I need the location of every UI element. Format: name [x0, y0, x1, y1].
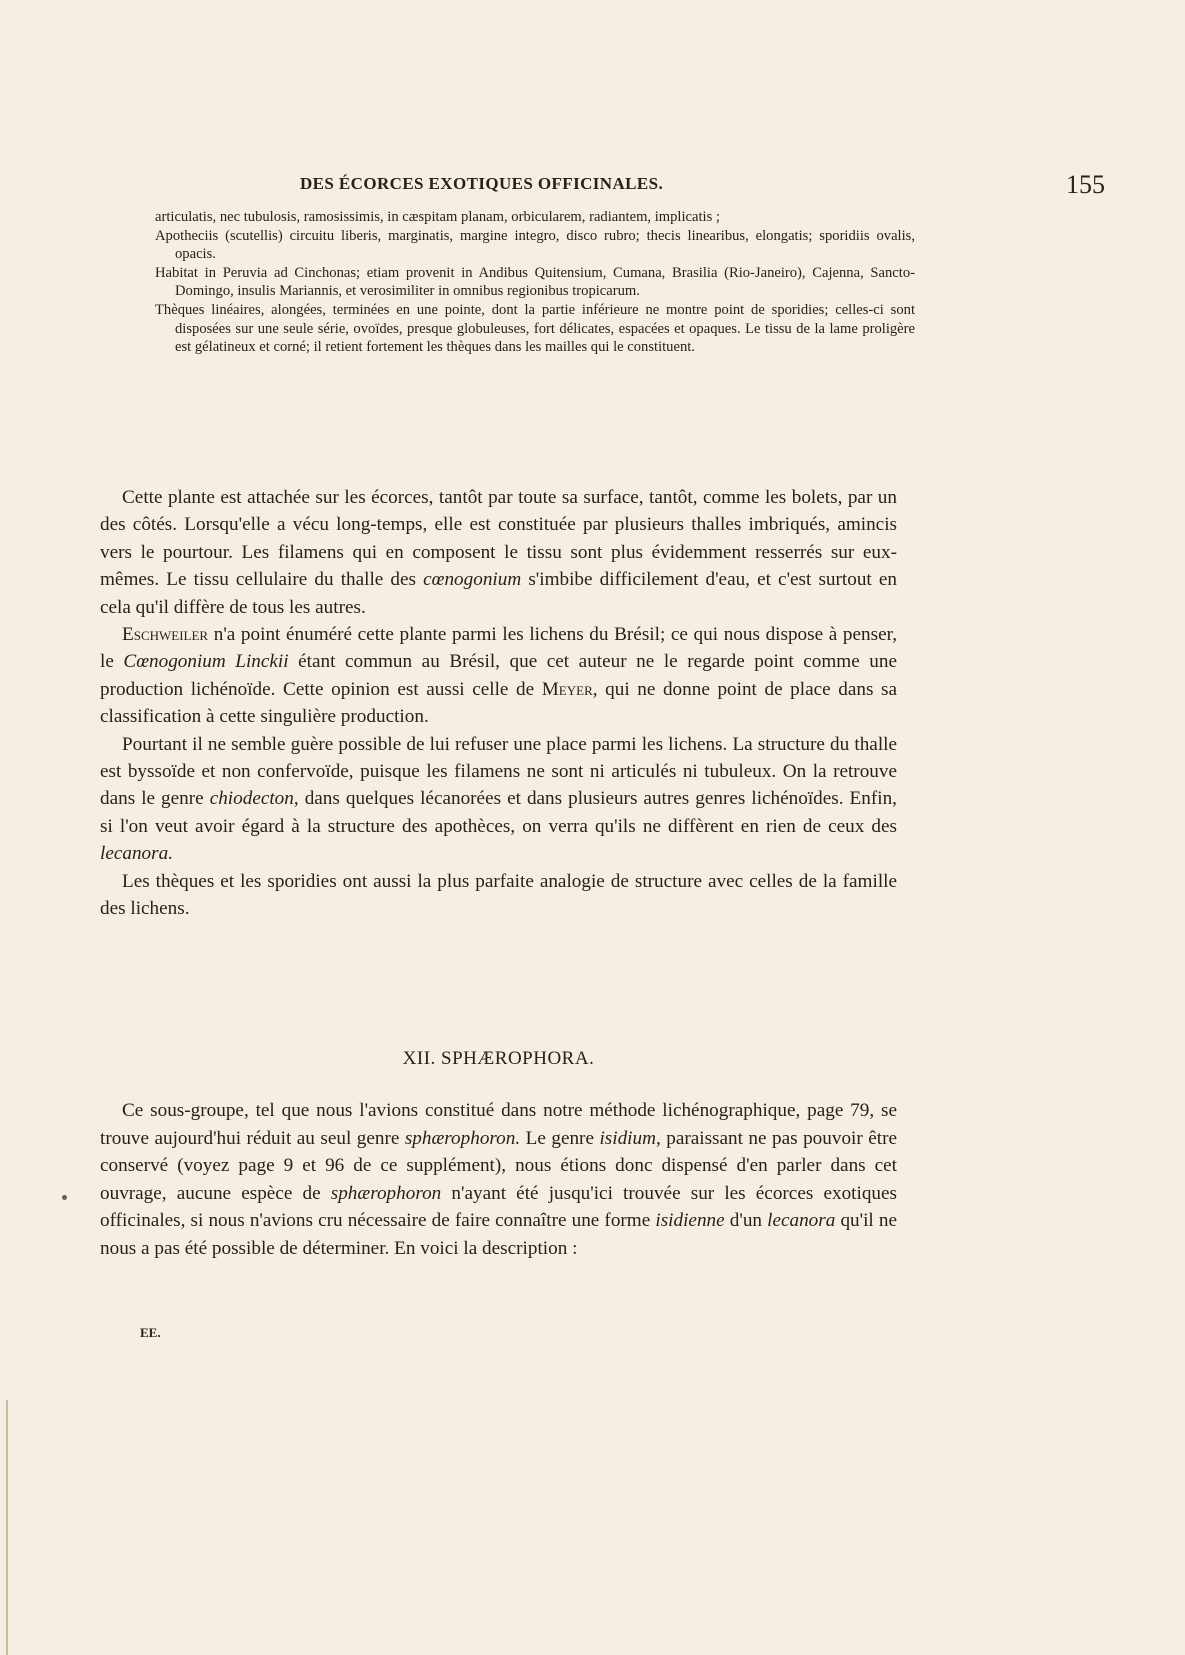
latin-line-2: Apotheciis (scutellis) circuitu liberis, marginatis, margine integro, disco rubro; thecis linearibus, elongatis; sporidiis ovalis, opacis. [155, 227, 915, 263]
latin-habitat: Habitat in Peruvia ad Cinchonas; etiam provenit in Andibus Quitensium, Cumana, Brasilia (Rio-Janeiro), Cajenna, Sancto-Domingo, insulis Mariannis, et verosimiliter in omnibus regionibus tropicarum. [155, 264, 915, 300]
page-number: 155 [1066, 170, 1105, 199]
ink-speck [62, 1195, 67, 1200]
latin-description [155, 208, 915, 357]
running-title: DES ÉCORCES EXOTIQUES OFFICINALES. [300, 174, 664, 193]
section-text [100, 1097, 897, 1262]
paragraph-2: Eschweiler n'a point énuméré cette plante parmi les lichens du Brésil; ce qui nous dispose à penser, le Cœnogonium Linckii étant commun au Brésil, que cet auteur ne le regarde point comme une production lichénoïde. Cette opinion est aussi celle de Meyer, qui ne donne point de place dans sa classification à cette singulière production. [100, 624, 897, 728]
paragraph-3: Pourtant il ne semble guère possible de lui refuser une place parmi les lichens. La structure du thalle est byssoïde et non confervoïde, puisque les filamens ne sont ni articulés ni tubuleux. On la retrouve dans le genre chiodecton, dans quelques lécanorées et dans plusieurs autres genres lichénoïdes. Enfin, si l'on veut avoir égard à la structure des apothèces, on verra qu'ils ne diffèrent en rien de ceux des lecanora. [100, 733, 897, 865]
theques-note: Thèques linéaires, alongées, terminées en une pointe, dont la partie inférieure ne montre point de sporidies; celles-ci sont disposées sur une seule série, ovoïdes, presque globuleuses, fort délicates, espacées et opaques. Le tissu de la lame proligère est gélatineux et corné; il retient fortement les thèques dans les mailles qui le constituent. [155, 301, 915, 356]
paragraph-5: Ce sous-groupe, tel que nous l'avions constitué dans notre méthode lichénographique, page 79, se trouve aujourd'hui réduit au seul genre sphærophoron. Le genre isidium, paraissant ne pas pouvoir être conservé (voyez page 9 et 96 de ce supplément), nous étions donc dispensé d'en parler dans cet ouvrage, aucune espèce de sphærophoron n'ayant été jusqu'ici trouvée sur les écorces exotiques officinales, si nous n'avions cru nécessaire de faire connaître une forme isidienne d'un lecanora qu'il ne nous a pas été possible de déterminer. En voici la description : [100, 1100, 897, 1259]
page-edge-shadow [6, 1400, 8, 1655]
section-heading: XII. SPHÆROPHORA. [402, 1048, 595, 1069]
paragraph-4: Les thèques et les sporidies ont aussi la plus parfaite analogie de structure avec celles de la famille des lichens. [100, 870, 897, 920]
paragraph-1: Cette plante est attachée sur les écorces, tantôt par toute sa surface, tantôt, comme les bolets, par un des côtés. Lorsqu'elle a vécu long-temps, elle est constituée par plusieurs thalles imbriqués, amincis vers le pourtour. Les filamens qui en composent le tissu sont plus évidemment resserrés sur eux-mêmes. Le tissu cellulaire du thalle des cœnogonium s'imbibe difficilement d'eau, et c'est surtout en cela qu'il diffère de tous les autres. [100, 487, 897, 618]
page-header [100, 170, 1105, 200]
latin-line-1: articulatis, nec tubulosis, ramosissimis, in cæspitam planam, orbicularem, radiantem, implicatis ; [155, 209, 720, 225]
signature-mark: EE. [140, 1325, 161, 1340]
main-text [100, 484, 897, 923]
